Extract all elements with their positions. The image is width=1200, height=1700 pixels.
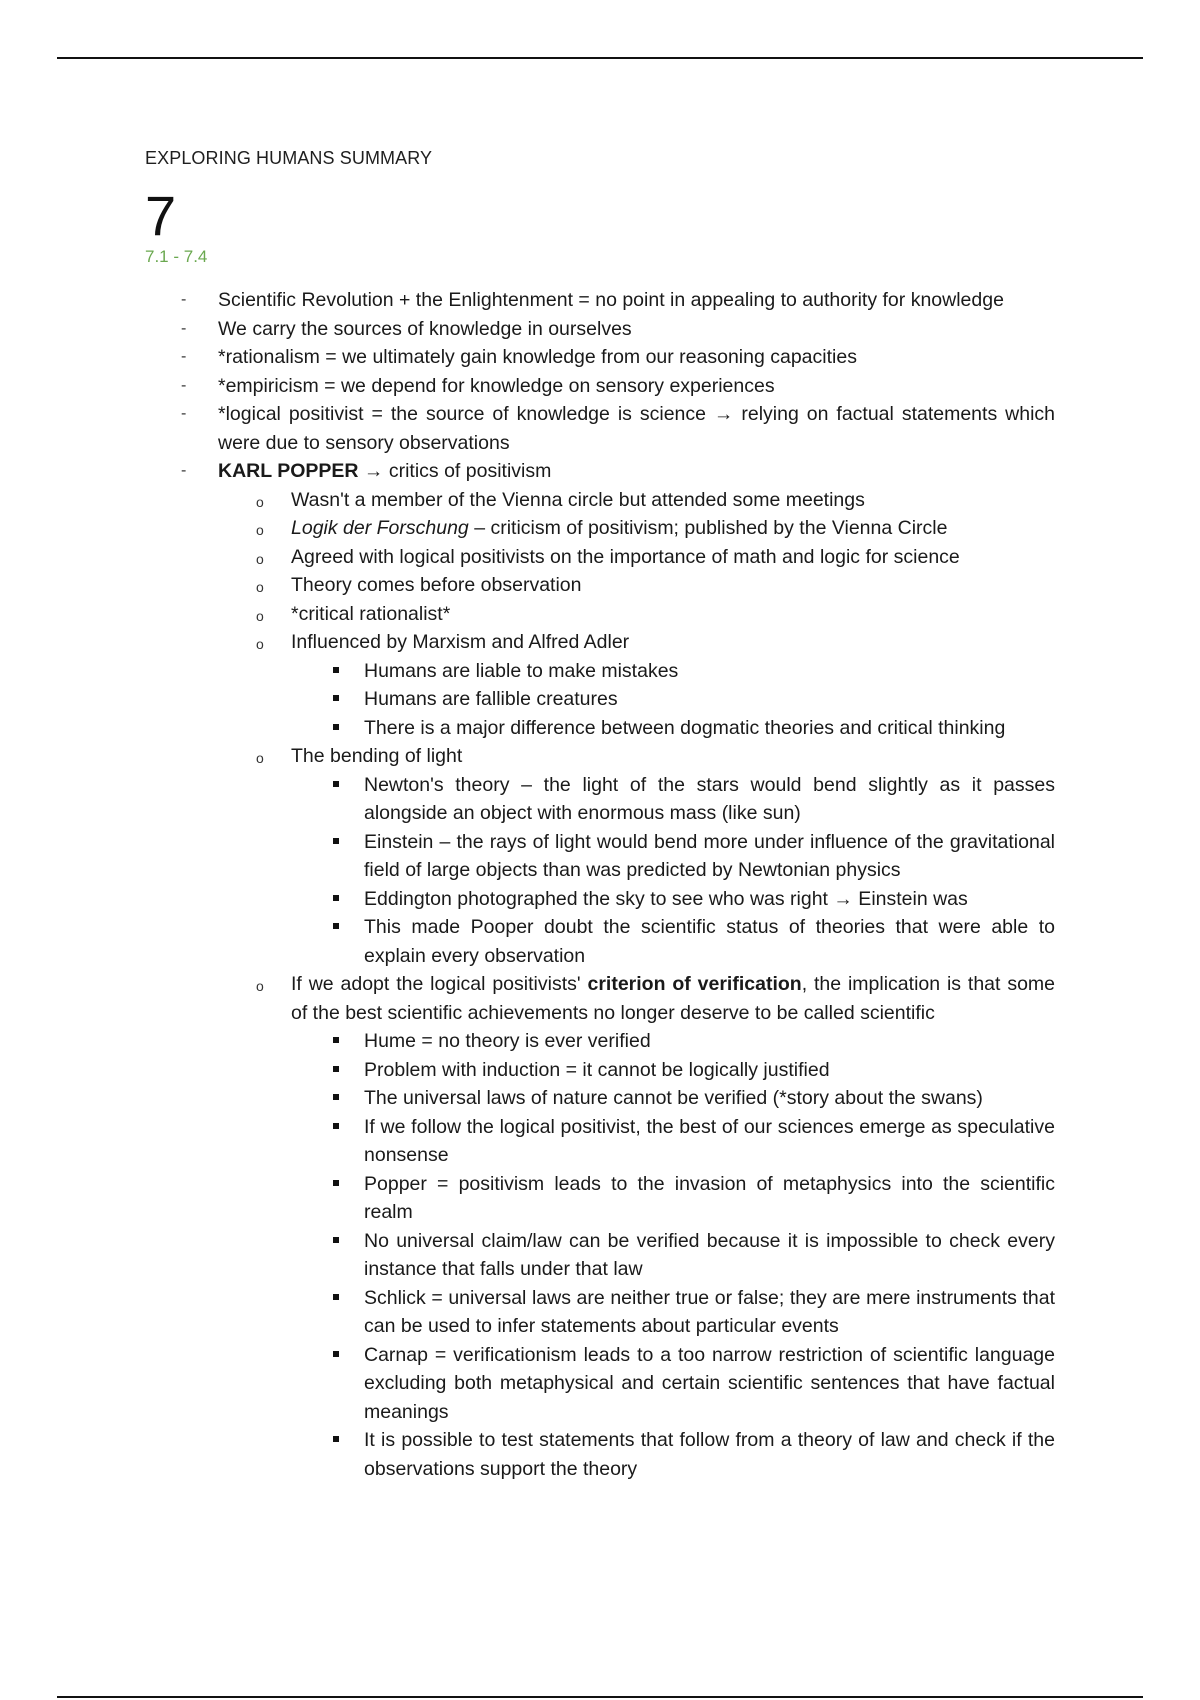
circle-marker: o (256, 522, 264, 538)
list-item: There is a major difference between dogmatic theories and critical thinking (291, 714, 1055, 743)
dash-marker: - (181, 291, 187, 308)
list-item: - Scientific Revolution + the Enlightenment = no point in appealing to authority for knowledge (145, 286, 1055, 315)
list-item: Hume = no theory is ever verified (291, 1027, 1055, 1056)
square-bullet-icon (333, 724, 339, 730)
dash-marker: - (181, 348, 187, 365)
list-item: If we follow the logical positivist, the best of our sciences emerge as speculative nonsense (291, 1113, 1055, 1170)
list-item: No universal claim/law can be verified because it is impossible to check every instance that falls under that law (291, 1227, 1055, 1284)
karl-popper-name: KARL POPPER (218, 460, 359, 482)
square-bullet-icon (333, 1237, 339, 1243)
chapter-number: 7 (145, 184, 177, 247)
square-bullet-icon (333, 838, 339, 844)
square-bullet-icon (333, 1037, 339, 1043)
list-item: The universal laws of nature cannot be verified (*story about the swans) (291, 1084, 1055, 1113)
list-item: o Theory comes before observation (218, 571, 1055, 600)
list-item: o Wasn't a member of the Vienna circle but attended some meetings (218, 486, 1055, 515)
list-item: o *critical rationalist* (218, 600, 1055, 629)
circle-marker: o (256, 636, 264, 652)
bending-sublist (291, 771, 1055, 971)
square-bullet-icon (333, 1066, 339, 1072)
list-item: Carnap = verificationism leads to a too narrow restriction of scientific language excluding both metaphysical and certain scientific sentences that have factual meanings (291, 1341, 1055, 1427)
list-item: Popper = positivism leads to the invasion of metaphysics into the scientific realm (291, 1170, 1055, 1227)
arrow-icon: → (363, 460, 384, 482)
list-item: o The bending of light Newton's theory – the light of the stars would bend slightly as it passes alongside an object with enormous mass (like sun) Einstein – the rays of light would bend more under influence of the gravitational field of large objects than was predicted by Newtonian physics Eddington photographed the sky to see who was right → Einstein was This made Pooper doubt the scientific status of theories that were able to explain every observation (218, 742, 1055, 970)
list-item: Einstein – the rays of light would bend more under influence of the gravitational field of large objects than was predicted by Newtonian physics (291, 828, 1055, 885)
book-title: Logik der Forschung (291, 517, 469, 539)
square-bullet-icon (333, 781, 339, 787)
circle-marker: o (256, 750, 264, 766)
popper-sublist (218, 486, 1055, 1484)
square-bullet-icon (333, 923, 339, 929)
circle-marker: o (256, 607, 264, 624)
dash-marker: - (181, 319, 187, 337)
circle-marker: o (256, 579, 264, 595)
list-item: Schlick = universal laws are neither true or false; they are mere instruments that can be used to infer statements about particular events (291, 1284, 1055, 1341)
criterion-of-verification: criterion of verification (587, 973, 802, 995)
list-item: Problem with induction = it cannot be logically justified (291, 1056, 1055, 1085)
dash-marker: - (181, 376, 187, 394)
document-body (145, 146, 1055, 1483)
list-item: - *rationalism = we ultimately gain knowledge from our reasoning capacities (145, 343, 1055, 372)
square-bullet-icon (333, 667, 339, 673)
square-bullet-icon (333, 695, 339, 701)
influenced-sublist (291, 657, 1055, 743)
square-bullet-icon (333, 1351, 339, 1357)
list-item: - *empiricism = we depend for knowledge on sensory experiences (145, 372, 1055, 401)
dash-marker: - (181, 462, 187, 479)
list-item: o Logik der Forschung – criticism of positivism; published by the Vienna Circle (218, 514, 1055, 543)
list-item: It is possible to test statements that follow from a theory of law and check if the observations support the theory (291, 1426, 1055, 1483)
list-item: Eddington photographed the sky to see who was right → Einstein was (291, 885, 1055, 914)
square-bullet-icon (333, 895, 339, 901)
circle-marker: o (256, 493, 264, 510)
main-bullet-list (145, 286, 1055, 1483)
list-item: Humans are liable to make mistakes (291, 657, 1055, 686)
square-bullet-icon (333, 1436, 339, 1442)
square-bullet-icon (333, 1123, 339, 1129)
list-item: o If we adopt the logical positivists' criterion of verification, the implication is that some of the best scientific achievements no longer deserve to be called scientific Hume = no theory is ever verified Problem with induction = it cannot be logically justified The universal laws of nature cannot be verified (*story about the swans) If we follow the logical positivist, the best of our sciences emerge as speculative nonsense Popper = positivism leads to the invasion of metaphysics into the scientific realm No universal claim/law can be verified because it is impossible to check every instance that falls under that law Schlick = universal laws are neither true or false; they are mere instruments that can be used to infer statements about particular events Carnap = verificationism leads to a too narrow restriction of scientific language excluding both metaphysical and certain scientific sentences that have factual meanings It is possible to test statements that follow from a theory of law and check if the observations support the theory (218, 970, 1055, 1483)
list-item: o Influenced by Marxism and Alfred Adler Humans are liable to make mistakes Humans are fallible creatures There is a major difference between dogmatic theories and critical thinking (218, 628, 1055, 742)
square-bullet-icon (333, 1094, 339, 1100)
karl-popper-item: - KARL POPPER → critics of positivism o Wasn't a member of the Vienna circle but attended some meetings o Logik der Forschung – criticism of positivism; published by the Vienna Circle o Agreed with logical positivists on the importance of math and logic for science o Theory comes before observation o *critical rationalist* o Influenced by Marxism and Alfred Adler Humans are liable to make mistakes Humans are fallible creatures There is a major difference between dogmatic theories and critical thinking o The bending of light Newton's theory – the light of the stars would bend slightly as it passes alongside an object with enormous mass (like sun) Einstein – the rays of light would bend more under influence of the gravitational field of large objects than was predicted by Newtonian physics Eddington photographed the sky to see who was right → Einstein was This made Pooper doubt the scientific status of theories that were able to explain every observation o If we adopt the logical positivists' criterion of verification, the implication is that some of the best scientific achievements no longer deserve to be called scientific Hume = no theory is ever verified Problem with induction = it cannot be logically justified The universal laws of nature cannot be verified (*story about the swans) If we follow the logical positivist, the best of our sciences emerge as speculative nonsense Popper = positivism leads to the invasion of metaphysics into the scientific realm No universal claim/law can be verified because it is impossible to check every instance that falls under that law Schlick = universal laws are neither true or false; they are mere instruments that can be used to infer statements about particular events Carnap = verificationism leads to a too narrow restriction of scientific language excluding both metaphysical and certain scientific sentences that have factual meanings It is possible to test statements that follow from a theory of law and check if the observations support the theory (145, 457, 1055, 1483)
circle-marker: o (256, 978, 264, 994)
square-bullet-icon (333, 1294, 339, 1300)
top-rule (57, 57, 1143, 59)
list-item: - *logical positivist = the source of knowledge is science → relying on factual statements which were due to sensory observations (145, 400, 1055, 457)
list-item: - We carry the sources of knowledge in ourselves (145, 315, 1055, 344)
verification-sublist (291, 1027, 1055, 1483)
list-item: This made Pooper doubt the scientific status of theories that were able to explain every observation (291, 913, 1055, 970)
bottom-rule (57, 1696, 1143, 1698)
section-range: 7.1 - 7.4 (145, 247, 208, 266)
square-bullet-icon (333, 1180, 339, 1186)
list-item: Newton's theory – the light of the stars would bend slightly as it passes alongside an object with enormous mass (like sun) (291, 771, 1055, 828)
dash-marker: - (181, 405, 187, 422)
list-item: Humans are fallible creatures (291, 685, 1055, 714)
document-header-title: EXPLORING HUMANS SUMMARY (145, 148, 433, 168)
circle-marker: o (256, 550, 264, 567)
list-item: o Agreed with logical positivists on the importance of math and logic for science (218, 543, 1055, 572)
